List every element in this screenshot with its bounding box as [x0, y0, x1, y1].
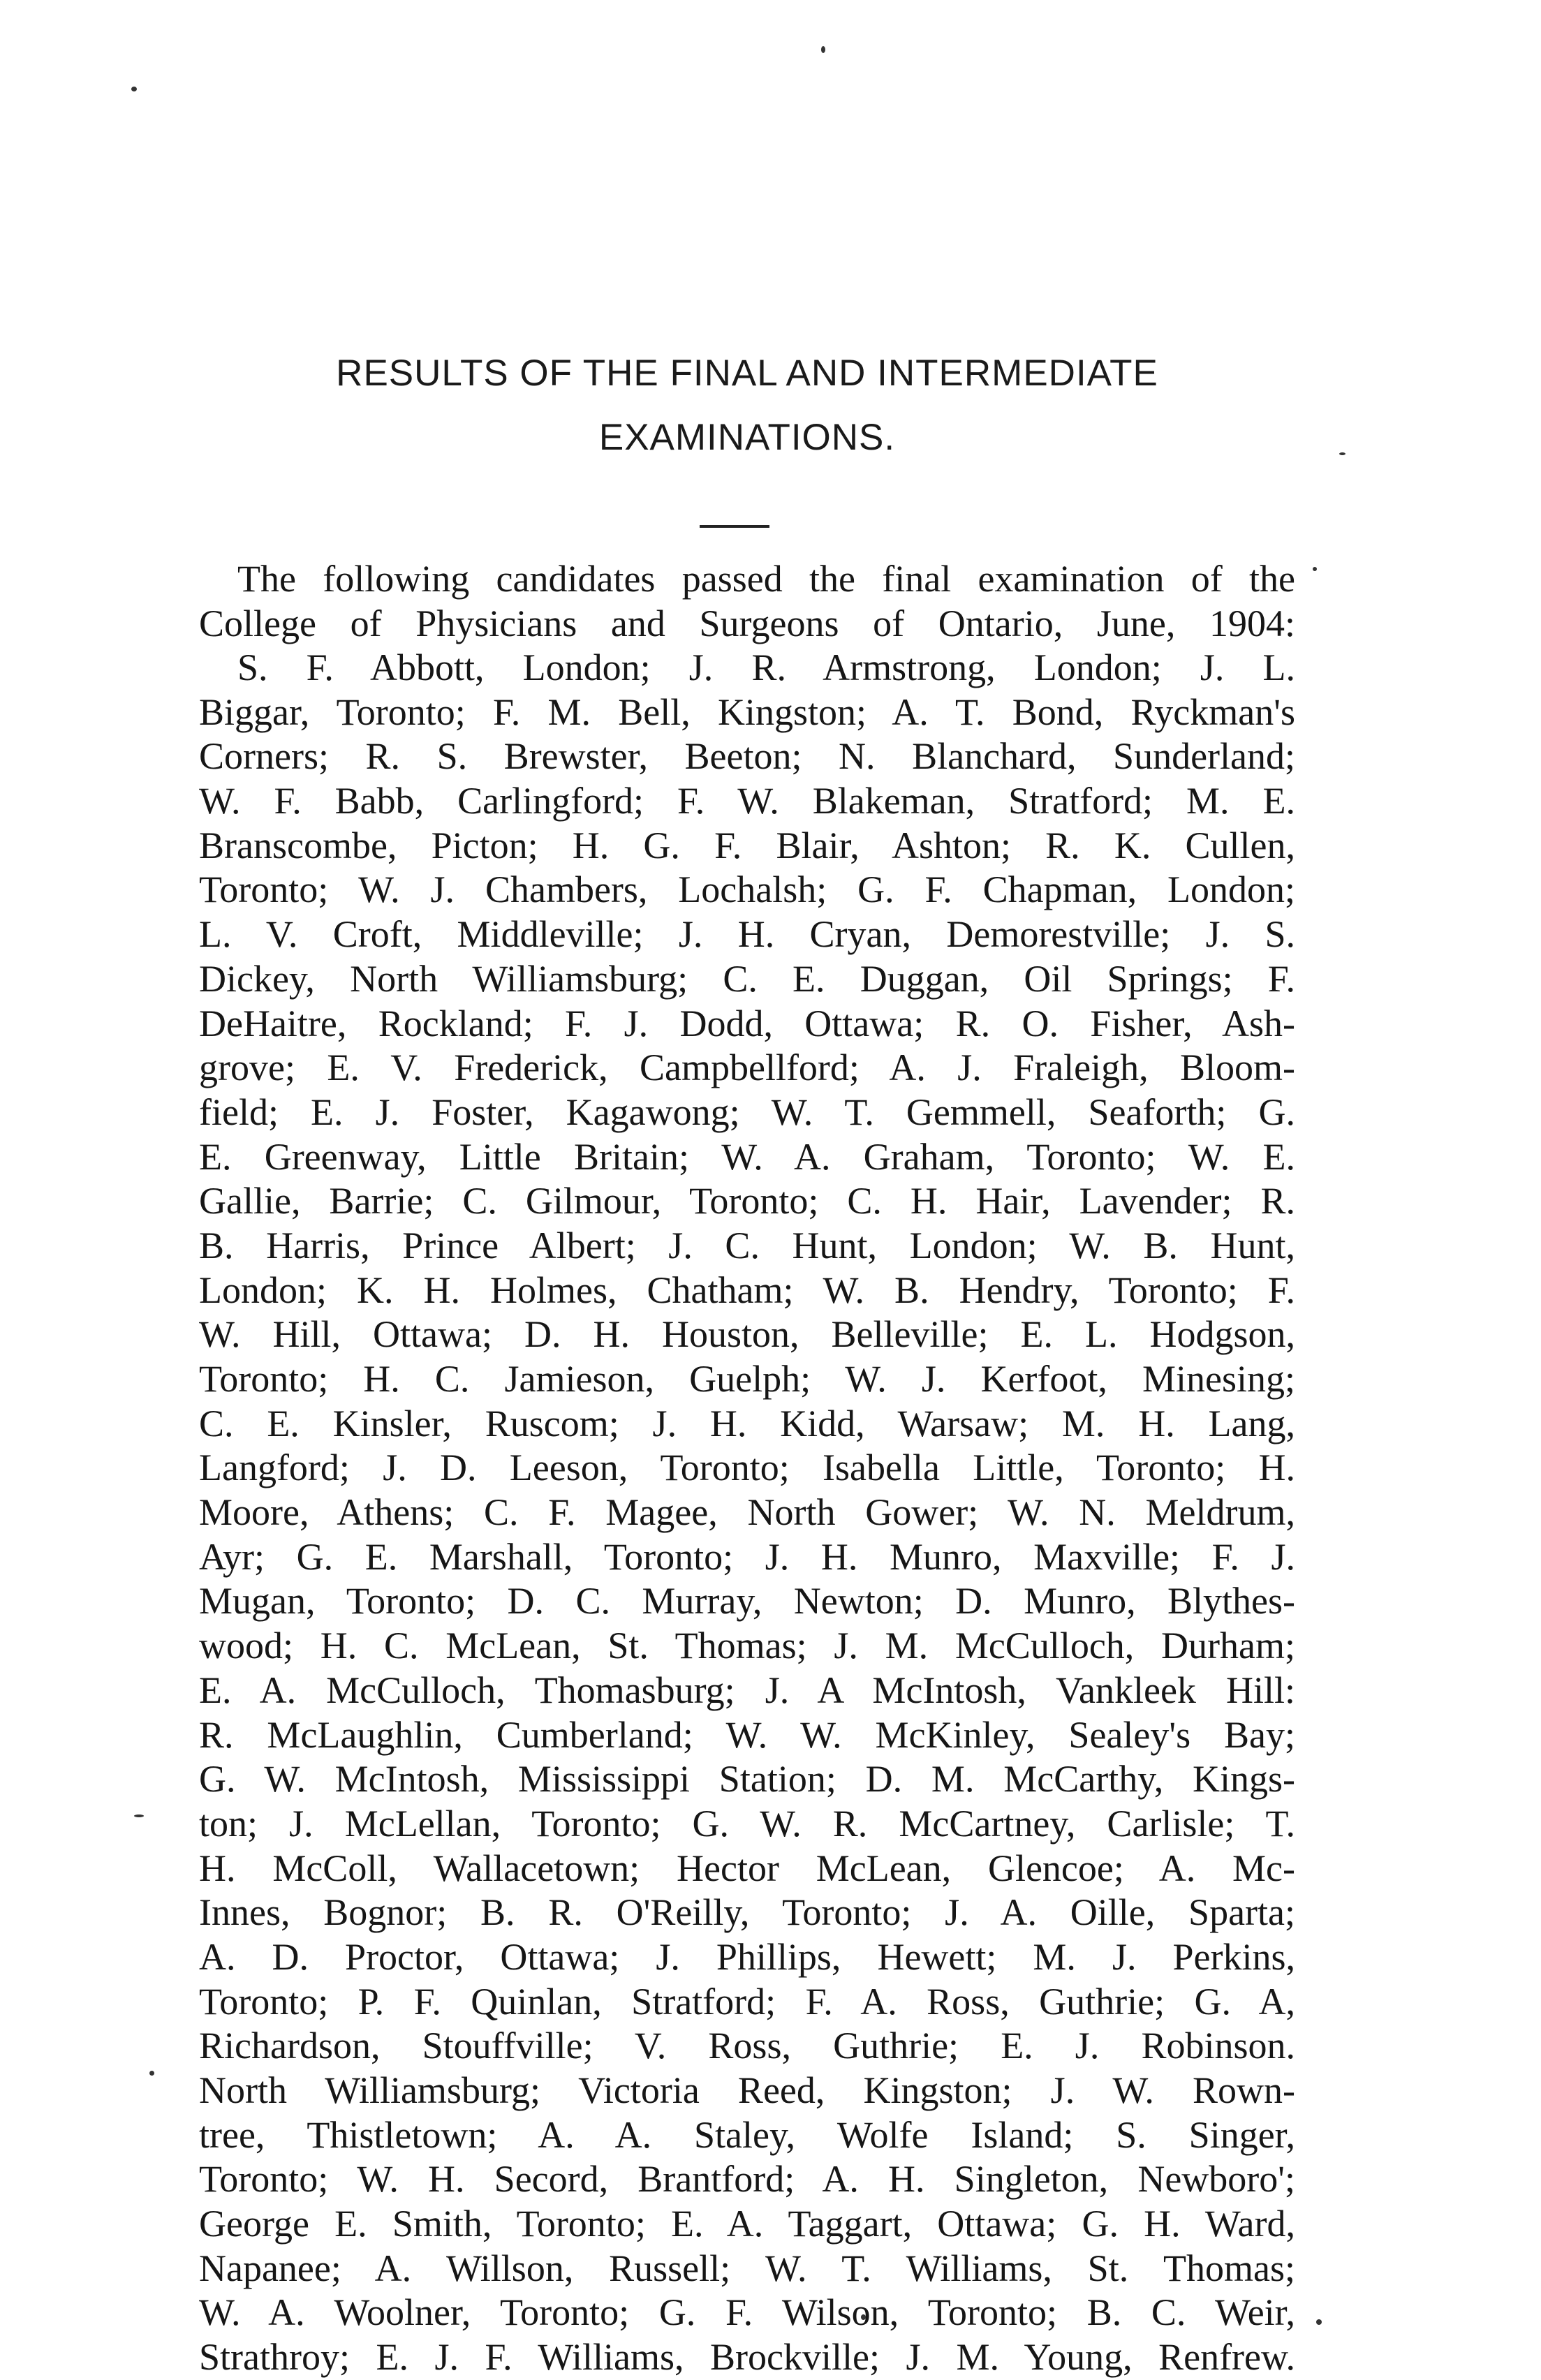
- candidate-line: Richardson, Stouffville; V. Ross, Guthrie; E. J. Robinson.: [199, 2025, 1295, 2067]
- candidate-line: H. McColl, Wallacetown; Hector McLean, Glencoe; A. Mc-: [199, 1847, 1295, 1889]
- ink-speck: [134, 1814, 144, 1817]
- candidate-line: Biggar, Toronto; F. M. Bell, Kingston; A. T. Bond, Ryckman's: [199, 690, 1295, 733]
- candidate-line: Toronto; H. C. Jamieson, Guelph; W. J. Kerfoot, Minesing;: [199, 1358, 1295, 1400]
- ink-speck: [821, 46, 825, 53]
- candidate-line: Moore, Athens; C. F. Magee, North Gower; W. N. Meldrum,: [199, 1491, 1295, 1534]
- candidate-line: field; E. J. Foster, Kagawong; W. T. Gemmell, Seaforth; G.: [199, 1091, 1295, 1133]
- intro-paragraph: [199, 557, 1295, 646]
- candidate-line: ton; J. McLellan, Toronto; G. W. R. McCartney, Carlisle; T.: [199, 1802, 1295, 1845]
- candidate-line: W. F. Babb, Carlingford; F. W. Blakeman, Stratford; M. E.: [199, 780, 1295, 822]
- candidate-line: Langford; J. D. Leeson, Toronto; Isabella Little, Toronto; H.: [199, 1447, 1295, 1489]
- ink-speck: [1339, 452, 1345, 455]
- candidate-line: G. W. McIntosh, Mississippi Station; D. M. McCarthy, Kings-: [199, 1758, 1295, 1801]
- ink-speck: [1316, 2319, 1322, 2325]
- candidate-line: R. McLaughlin, Cumberland; W. W. McKinley, Sealey's Bay;: [199, 1713, 1295, 1756]
- candidate-line: Mugan, Toronto; D. C. Murray, Newton; D. Munro, Blythes-: [199, 1580, 1295, 1623]
- candidate-list-paragraph: [199, 646, 1295, 2380]
- candidate-line: wood; H. C. McLean, St. Thomas; J. M. McCulloch, Durham;: [199, 1625, 1295, 1667]
- candidate-line: C. E. Kinsler, Ruscom; J. H. Kidd, Warsaw; M. H. Lang,: [199, 1402, 1295, 1444]
- ink-speck: [131, 87, 137, 91]
- candidate-line: S. F. Abbott, London; J. R. Armstrong, London; J. L.: [237, 646, 1295, 688]
- candidate-line: W. A. Woolner, Toronto; G. F. Wilson, Toronto; B. C. Weir,: [199, 2291, 1295, 2334]
- title-divider: [700, 525, 769, 528]
- candidate-line: L. V. Croft, Middleville; J. H. Cryan, Demorestville; J. S.: [199, 913, 1295, 956]
- candidate-line: Napanee; A. Willson, Russell; W. T. Williams, St. Thomas;: [199, 2247, 1295, 2289]
- candidate-line: Dickey, North Williamsburg; C. E. Duggan, Oil Springs; F.: [199, 957, 1295, 1000]
- intro-line: College of Physicians and Surgeons of Ontario, June, 1904:: [199, 602, 1295, 644]
- page-title-continued: EXAMINATIONS.: [598, 417, 896, 458]
- ink-speck: [1313, 567, 1317, 571]
- candidate-line: grove; E. V. Frederick, Campbellford; A. J. Fraleigh, Bloom-: [199, 1047, 1295, 1089]
- candidate-line: tree, Thistletown; A. A. Staley, Wolfe Island; S. Singer,: [199, 2113, 1295, 2156]
- candidate-line: Toronto; W. J. Chambers, Lochalsh; G. F. Chapman, London;: [199, 869, 1295, 911]
- candidate-line: North Williamsburg; Victoria Reed, Kingston; J. W. Rown-: [199, 2069, 1295, 2111]
- candidate-line: Ayr; G. E. Marshall, Toronto; J. H. Munro, Maxville; F. J.: [199, 1535, 1295, 1578]
- candidate-line: DeHaitre, Rockland; F. J. Dodd, Ottawa; R. O. Fisher, Ash-: [199, 1002, 1295, 1044]
- candidate-line: Toronto; W. H. Secord, Brantford; A. H. Singleton, Newboro';: [199, 2158, 1295, 2201]
- candidate-line: Gallie, Barrie; C. Gilmour, Toronto; C. H. Hair, Lavender; R.: [199, 1180, 1295, 1222]
- candidate-line: London; K. H. Holmes, Chatham; W. B. Hendry, Toronto; F.: [199, 1269, 1295, 1311]
- ink-speck: [149, 2071, 154, 2076]
- candidate-line: George E. Smith, Toronto; E. A. Taggart, Ottawa; G. H. Ward,: [199, 2203, 1295, 2245]
- candidate-line: B. Harris, Prince Albert; J. C. Hunt, London; W. B. Hunt,: [199, 1224, 1295, 1266]
- candidate-line: A. D. Proctor, Ottawa; J. Phillips, Hewett; M. J. Perkins,: [199, 1935, 1295, 1978]
- candidate-line: W. Hill, Ottawa; D. H. Houston, Belleville; E. L. Hodgson,: [199, 1313, 1295, 1356]
- candidate-line: Strathroy; E. J. F. Williams, Brockville; J. M. Young, Renfrew.: [199, 2336, 1295, 2379]
- candidate-line: E. A. McCulloch, Thomasburg; J. A McIntosh, Vankleek Hill:: [199, 1669, 1295, 1711]
- candidate-line: Toronto; P. F. Quinlan, Stratford; F. A. Ross, Guthrie; G. A,: [199, 1980, 1295, 2023]
- candidate-line: Branscombe, Picton; H. G. F. Blair, Ashton; R. K. Cullen,: [199, 824, 1295, 866]
- candidate-line: E. Greenway, Little Britain; W. A. Graham, Toronto; W. E.: [199, 1135, 1295, 1178]
- intro-line: The following candidates passed the final examination of the: [237, 558, 1295, 600]
- candidate-line: Innes, Bognor; B. R. O'Reilly, Toronto; J. A. Oille, Sparta;: [199, 1891, 1295, 1934]
- page-title: RESULTS OF THE FINAL AND INTERMEDIATE: [336, 353, 1158, 394]
- candidate-line: Corners; R. S. Brewster, Beeton; N. Blanchard, Sunderland;: [199, 735, 1295, 778]
